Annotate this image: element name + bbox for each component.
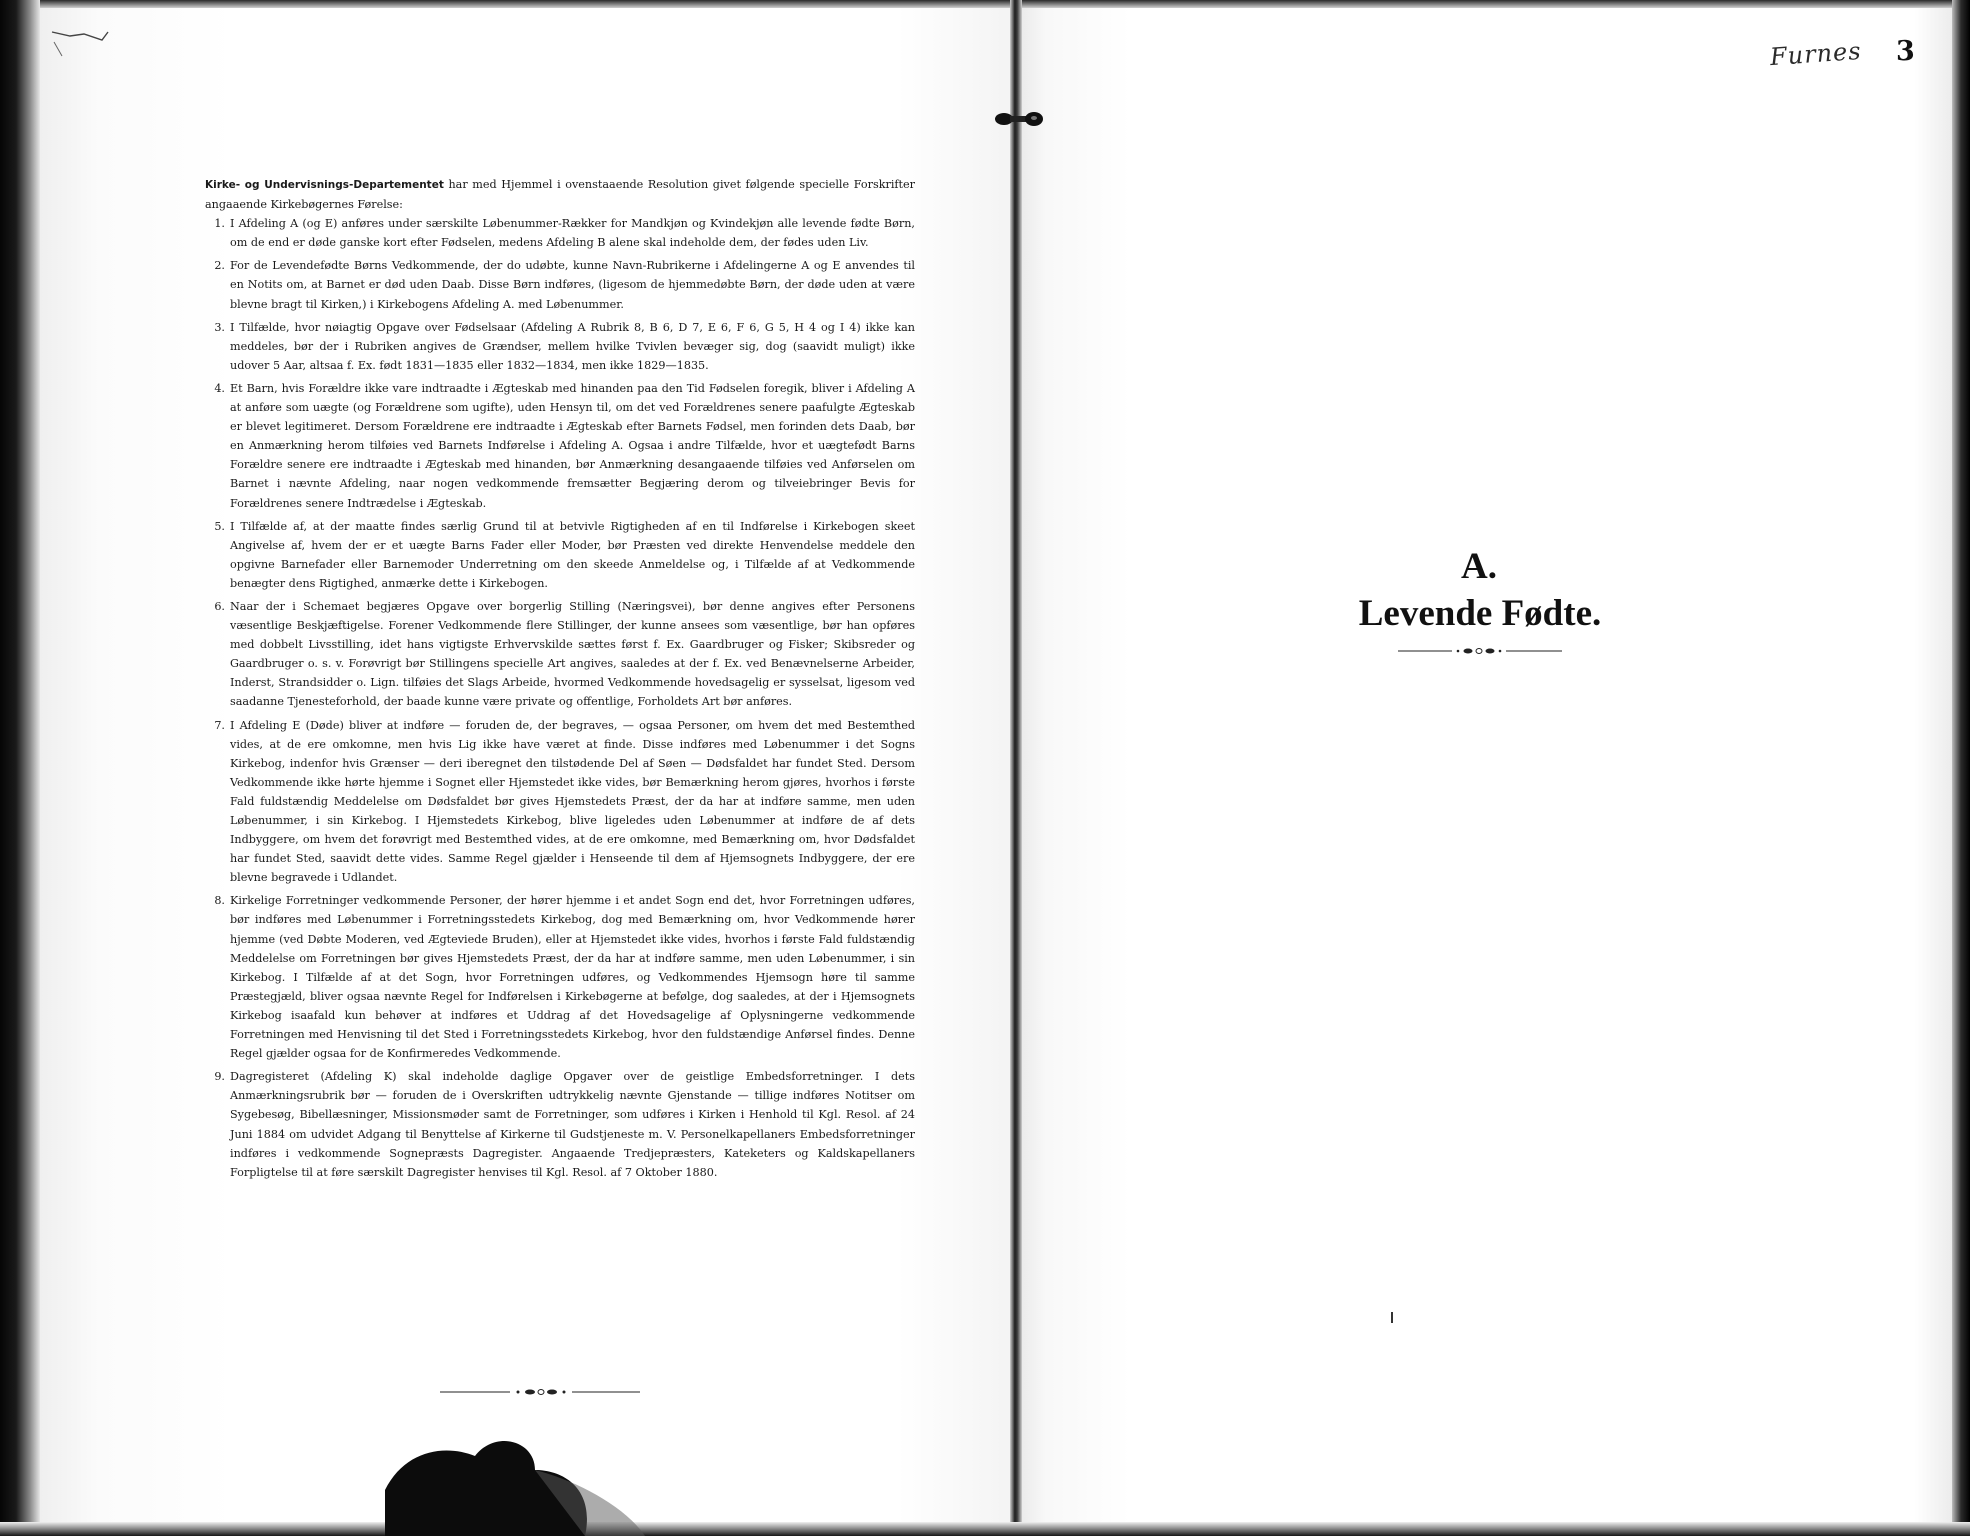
item-text: I Afdeling E (Døde) bliver at indføre — foruden de, der begraves, — ogsaa Personer, om hvem det med Bestemthed vides, at de ere omkomne, men hvis Lig ikke have været at finde. Disse indføres med Løbenummer i det Sogns Kirkebog, indenfor hvis Grænser — deri iberegnet den tilstødende Del af Søen — Dødsfaldet har fundet Sted. Dersom Vedkommende ikke hørte hjemme i Sognet eller Hjemstedet ikke vides, bør Bemærkning herom gjøres, hvorhos i første Fald fuldstændig Meddelelse om Dødsfaldet bør gives Hjemstedets Præst, der da har at indføre samme, men uden Løbenummer, i sin Kirkebog. I Hjemstedets Kirkebog, blive ligeledes uden Løbenummer at indføre de af dets Indbyggere, om hvem det forøvrigt med Bestemthed vides, at de ere omkomne, med Bemærkning om, hvor Dødsfaldet har fundet Sted, saavidt dette vides. Samme Regel gjælder i Henseende til dem af Hjemsognets Indbyggere, der ere blevne begravede i Udlandet. xyxy=(230,718,915,885)
handwritten-parish-name: Furnes xyxy=(1769,36,1863,72)
instruction-item xyxy=(205,318,915,375)
intro-text: har med Hjemmel i ovenstaaende Resolution givet følgende specielle Forskrifter angaaende Kirkebøgernes Førelse: xyxy=(205,178,916,212)
instruction-item xyxy=(205,597,915,712)
instruction-item xyxy=(205,379,915,513)
scan-border-left xyxy=(0,0,40,1536)
item-number: 5. xyxy=(214,519,225,533)
binding-clip-icon xyxy=(990,108,1048,130)
right-page xyxy=(1018,8,1952,1522)
item-number: 2. xyxy=(214,259,225,273)
item-number: 8. xyxy=(214,894,225,908)
item-text: I Tilfælde, hvor nøiagtig Opgave over Fødselsaar (Afdeling A Rubrik 8, B 6, D 7, E 6, F 6, G 5, H 4 og I 4) ikke kan meddeles, bør der i Rubriken angives de Grændser, mellem hvilke Tvivlen bevæger sig, dog (saavidt muligt) ikke udover 5 Aar, altsaa f. Ex. født 1831—1835 eller 1832—1834, men ikke 1829—1835. xyxy=(230,320,915,372)
item-number: 1. xyxy=(214,217,225,231)
item-number: 3. xyxy=(214,320,225,334)
item-number: 7. xyxy=(214,718,225,732)
page-number: 3 xyxy=(1896,36,1915,67)
instruction-list xyxy=(205,214,915,1182)
instruction-item xyxy=(205,1067,915,1182)
item-text: Et Barn, hvis Forældre ikke vare indtraadte i Ægteskab med hinanden paa den Tid Fødselen foregik, bliver i Afdeling A at anføre som uægte (og Forældrene som ugifte), uden Hensyn til, om det ved Forældrenes senere paafulgte Ægteskab er blevet legitimeret. Dersom Forældrene ere indtraadte i Ægteskab efter Barnets Fødsel, men forinden dets Daab, bør en Anmærkning herom tilføies ved Barnets Indførelse i Afdeling A. Ogsaa i andre Tilfælde, hvor et uægtefødt Barns Forældre senere ere indtraadte i Ægteskab med hinanden, bør Anmærkning desangaaende tilføies ved Anførselen om Barnet i nævnte Afdeling, naar nogen vedkommende fremsætter Begjæring derom og tilveiebringer Bevis for Forældrenes senere Indtrædelse i Ægteskab. xyxy=(230,381,915,510)
scan-border-right xyxy=(1952,0,1970,1536)
ornament-divider xyxy=(1398,646,1562,656)
item-number: 6. xyxy=(214,599,225,613)
item-text: Naar der i Schemaet begjæres Opgave over borgerlig Stilling (Næringsvei), bør denne angives efter Personens væsentlige Beskjæftigelse. Forener Vedkommende flere Stillinger, der kunne ansees som væsentlige, bør han opføres med dobbelt Livsstilling, idet hans vigtigste Erhvervskilde sættes først f. Ex. Gaardbruger og Fisker; Skibsreder og Gaardbruger o. s. v. Forøvrigt bør Stillingens specielle Art angives, saaledes at der f. Ex. ved Benævnelserne Arbeider, Inderst, Strandsidder o. Lign. tilføies det Slags Arbeide, hvormed Vedkommende hovedsagelig er sysselsat, ligesom ved saadanne Tjenesteforhold, der baade kunne være private og offentlige, Forholdets Art bør anføres. xyxy=(230,599,915,709)
instructions-intro xyxy=(205,175,915,214)
scan-border-bottom xyxy=(0,1522,1970,1536)
instruction-item xyxy=(205,214,915,252)
department-name: Kirke- og Undervisnings-Departementet xyxy=(205,179,444,191)
instruction-item xyxy=(205,517,915,593)
section-title: Levende Fødte. xyxy=(1358,593,1602,634)
item-number: 9. xyxy=(214,1070,225,1084)
ornament-divider xyxy=(440,1388,640,1396)
item-text: For de Levendefødte Børns Vedkommende, der do udøbte, kunne Navn-Rubrikerne i Afdelingerne A og E anvendes til en Notits om, at Barnet er død uden Daab. Disse Børn indføres, (ligesom de hjemmedøbte Børn, der døde uden at være blevne bragt til Kirken,) i Kirkebogens Afdeling A. med Løbenummer. xyxy=(230,259,915,311)
item-text: I Afdeling A (og E) anføres under særskilte Løbenummer-Rækker for Mandkjøn og Kvindekjøn alle levende fødte Børn, om de end er døde ganske kort efter Fødselen, medens Afdeling B alene skal indeholde dem, der fødes uden Liv. xyxy=(230,217,915,250)
scan-border-top xyxy=(0,0,1970,8)
book-gutter xyxy=(1010,0,1022,1536)
instruction-item xyxy=(205,716,915,888)
church-book-instructions xyxy=(205,175,915,1186)
item-number: 4. xyxy=(214,381,225,395)
item-text: I Tilfælde af, at der maatte findes særlig Grund til at betvivle Rigtigheden af en til Indførelse i Kirkebogen skeet Angivelse af, hvem der er et uægte Barns Fader eller Moder, bør Præsten ved direkte Henvendelse meddele den opgivne Barnefader eller Barnemoder Underretning om den skeede Anmeldelse og, i Tilfælde af at Vedkommende benægter dens Rigtighed, anmærke dette i Kirkebogen. xyxy=(230,519,915,590)
ink-speck xyxy=(1391,1312,1393,1323)
paper-damage-mark xyxy=(50,30,110,60)
ink-blot xyxy=(385,1410,645,1536)
section-letter: A. xyxy=(1461,546,1497,587)
item-text: Dagregisteret (Afdeling K) skal indeholde daglige Opgaver over de geistlige Embedsforretninger. I dets Anmærkningsrubrik bør — foruden de i Overskriften udtrykkelig nævnte Gjenstande — tillige indføres Notitser om Sygebesøg, Bibellæsninger, Missionsmøder samt de Forretninger, som udføres i Kirken i Henhold til Kgl. Resol. af 24 Juni 1884 om udvidet Adgang til Benyttelse af Kirkerne til Gudstjeneste m. V. Personelkapellaners Embedsforretninger indføres i vedkommende Sognepræsts Dagregister. Angaaende Tredjepræsters, Kateketers og Kaldskapellaners Forpligtelse til at føre særskilt Dagregister henvises til Kgl. Resol. af 7 Oktober 1880. xyxy=(230,1070,915,1179)
item-text: Kirkelige Forretninger vedkommende Personer, der hører hjemme i et andet Sogn end det, hvor Forretningen udføres, bør indføres med Løbenummer i Forretningsstedets Kirkebog, dog med Bemærkning om, hvor Vedkommende hører hjemme (ved Døbte Moderen, ved Ægteviede Bruden), eller at Hjemstedet ikke vides, hvorhos i første Fald fuldstændig Meddelelse om Forretningen bør gives Hjemstedets Præst, der da har at indføre samme, men uden Løbenummer, i sin Kirkebog. I Tilfælde af at det Sogn, hvor Forretningen udføres, og Vedkommendes Hjemsogn høre til samme Præstegjæld, bliver ogsaa nævnte Regel for Indførelsen i Kirkebøgerne at befølge, dog saaledes, at der i Hjemsognets Kirkebog isaafald kun behøver at indføres et Uddrag af det Hovedsagelige af Oplysningerne vedkommende Forretningen med Henvisning til det Sted i Forretningsstedets Kirkebog, hvor den fuldstændige Anførsel findes. Denne Regel gjælder ogsaa for de Konfirmeredes Vedkommende. xyxy=(230,894,915,1061)
instruction-item xyxy=(205,256,915,313)
instruction-item xyxy=(205,891,915,1063)
